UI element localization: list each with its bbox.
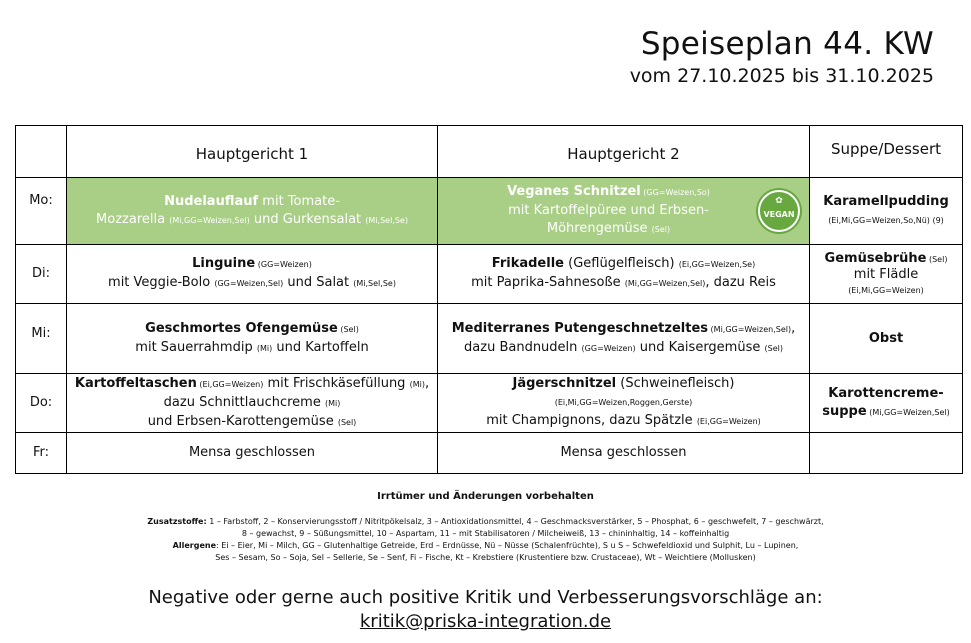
dish-text: und Erbsen-Karottengemüse — [147, 413, 338, 429]
dish-name: Karottencreme- — [828, 385, 944, 401]
dish-text: dazu Schnittlauchcreme — [163, 394, 325, 410]
day-label: Fr: — [16, 433, 67, 474]
dish-text: Möhrengemüse — [546, 221, 652, 236]
dish-text: und Kaisergemüse — [635, 339, 765, 355]
dish-text: mit Sauerrahmdip — [135, 339, 257, 355]
dish-name: Veganes Schnitzel — [507, 184, 641, 199]
header-main-2: Hauptgericht 2 — [438, 126, 810, 178]
dish-main-2: Mensa geschlossen — [438, 433, 810, 474]
allergens: (Mi) — [324, 398, 341, 408]
dish-soup-dessert — [810, 245, 963, 304]
dish-name: Nudelauflauf — [164, 193, 259, 209]
dish-name: Obst — [868, 330, 904, 346]
feedback-text: Negative oder gerne auch positive Kritik und Verbesserungsvorschläge an: — [148, 587, 823, 608]
table-row — [16, 433, 963, 474]
date-range: vom 27.10.2025 bis 31.10.2025 — [629, 65, 934, 87]
dish-text: , — [424, 375, 430, 391]
dish-name: Geschmortes Ofengemüse — [145, 320, 338, 336]
dish-main-2 — [438, 178, 810, 245]
allergens: (Ei,GG=Weizen,Se) — [678, 260, 756, 269]
dish-name: Gemüsebrühe — [824, 250, 927, 266]
dish-text: mit Kartoffelpüree und Erbsen- — [508, 203, 709, 218]
table-row — [16, 374, 963, 433]
allergens: (Mi,Sel,Se) — [353, 279, 396, 288]
allergens: (GG=Weizen,Sel) — [214, 279, 284, 288]
allergens: (Sel) — [337, 324, 359, 334]
table-row — [16, 304, 963, 374]
leaf-icon: ✿ — [775, 196, 783, 206]
dish-text: Mozzarella — [96, 211, 170, 227]
feedback-section — [0, 586, 971, 634]
dish-name: Mediterranes Putengeschnetzeltes — [451, 320, 708, 336]
allergens: (Mi) — [409, 379, 425, 389]
allergens: (Sel) — [926, 254, 948, 264]
allergens: (Mi,GG=Weizen,Sel) — [708, 324, 792, 334]
day-label: Di: — [16, 245, 67, 304]
dish-text: mit Paprika-Sahnesoße — [471, 275, 625, 290]
menu-table — [15, 125, 963, 474]
table-row — [16, 178, 963, 245]
dish-text: und Gurkensalat — [249, 211, 366, 227]
dish-text: mit Flädle — [853, 266, 919, 282]
header-main-1: Hauptgericht 1 — [67, 126, 438, 178]
dish-soup-dessert — [810, 433, 963, 474]
dish-text: , dazu Reis — [705, 275, 776, 290]
allergens: (Mi,GG=Weizen,Sel) — [866, 407, 950, 417]
dish-text: , — [791, 320, 796, 336]
additives-text: 1 – Farbstoff, 2 – Konservierungsstoff / Nitritpökelsalz, 3 – Antioxidationsmittel, 4 – Geschmacksverstärker, 5 – Phosphat, 6 – geschwefelt, 7 – geschwärzt, — [206, 517, 824, 526]
allergens: (Mi) — [256, 343, 273, 353]
dish-main-1 — [67, 178, 438, 245]
table-row — [16, 245, 963, 304]
header-day — [16, 126, 67, 178]
day-label: Do: — [16, 374, 67, 433]
page-title: Speiseplan 44. KW — [640, 26, 934, 62]
allergens-text: : Ei – Eier, Mi – Milch, GG – Glutenhaltige Getreide, Erd – Erdnüsse, Nü – Nüsse (Schalenfrüchte), S u S – Schwefeldioxid und Sulphit, Lu – Lupinen, — [216, 541, 799, 550]
dish-main-1 — [67, 304, 438, 374]
allergens: (Ei,Mi,GG=Weizen) — [848, 285, 924, 295]
dish-text: (Geflügelfleisch) — [563, 256, 679, 271]
table-header-row — [16, 126, 963, 178]
allergens: (Mi,Sel,Se) — [365, 215, 408, 225]
allergens: (Ei,Mi,GG=Weizen,Roggen,Gerste) — [554, 398, 693, 407]
dish-soup-dessert — [810, 374, 963, 433]
additives-label: Zusatzstoffe: — [147, 517, 207, 526]
allergens: (Ei,Mi,GG=Weizen,So,Nü) (9) — [828, 215, 944, 225]
dish-text: mit Champignons, dazu Spätzle — [486, 413, 697, 428]
allergens: (Ei,GG=Weizen) — [196, 379, 264, 389]
allergens-label: Allergene — [172, 541, 216, 550]
dish-text: (Schweinefleisch) — [616, 376, 735, 391]
allergens: (Ei,GG=Weizen) — [696, 417, 761, 426]
dish-name: Jägerschnitzel — [512, 376, 617, 391]
dish-text: und Salat — [283, 275, 354, 290]
dish-name: Frikadelle — [491, 256, 564, 271]
dish-main-1 — [67, 374, 438, 433]
day-label: Mi: — [16, 304, 67, 374]
dish-name: Karamellpudding — [823, 193, 949, 209]
dish-text: dazu Bandnudeln — [464, 339, 582, 355]
dish-main-1: Mensa geschlossen — [67, 433, 438, 474]
dish-name: suppe — [822, 403, 867, 419]
allergens: (Sel) — [764, 343, 783, 353]
allergens: (Sel) — [337, 417, 357, 427]
header-soup-dessert: Suppe/Dessert — [810, 126, 963, 178]
day-label: Mo: — [16, 178, 67, 245]
allergens: (Mi,GG=Weizen,Sel) — [169, 215, 250, 225]
feedback-email-link[interactable]: kritik@priska-integration.de — [359, 611, 612, 632]
dish-name: Linguine — [192, 256, 256, 271]
dish-soup-dessert — [810, 304, 963, 374]
legend — [0, 516, 971, 564]
dish-text: mit Tomate- — [258, 193, 340, 209]
dish-text: mit Veggie-Bolo — [108, 275, 215, 290]
allergens: (GG=Weizen) — [255, 260, 312, 269]
additives-text: 8 – gewachst, 9 – Süßungsmittel, 10 – Aspartam, 11 – mit Stabilisatoren / Milcheiweiß, 13 – chininhaltig, 14 – koffeinhaltig — [241, 529, 730, 538]
dish-main-2 — [438, 374, 810, 433]
dish-main-2 — [438, 245, 810, 304]
dish-text: mit Frischkäsefüllung — [263, 375, 410, 391]
dish-soup-dessert — [810, 178, 963, 245]
dish-main-2 — [438, 304, 810, 374]
vegan-badge — [758, 190, 800, 232]
allergens: (Sel) — [651, 225, 671, 234]
dish-text: und Kartoffeln — [272, 339, 369, 355]
page-header — [630, 26, 934, 89]
allergens-text: Ses – Sesam, So – Soja, Sel – Sellerie, Se – Senf, Fi – Fische, Kt – Krebstiere (Krustentiere bzw. Crustaceae), Wt – Weichtiere (Mollusken) — [215, 553, 756, 562]
vegan-badge-label: VEGAN — [763, 210, 795, 219]
allergens: (GG=Weizen,So) — [640, 188, 710, 197]
dish-main-1 — [67, 245, 438, 304]
dish-name: Kartoffeltaschen — [74, 375, 197, 391]
allergens: (GG=Weizen) — [581, 343, 636, 353]
disclaimer: Irrtümer und Änderungen vorbehalten — [377, 491, 594, 502]
allergens: (Mi,GG=Weizen,Sel) — [624, 279, 706, 288]
